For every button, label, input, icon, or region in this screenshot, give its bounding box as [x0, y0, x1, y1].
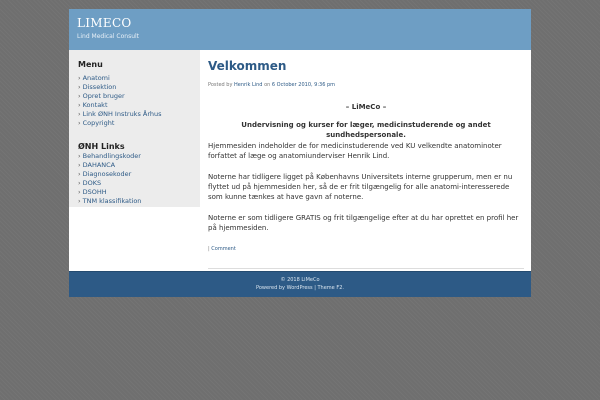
comment-link[interactable]: Comment	[211, 246, 236, 252]
arrow-icon: ›	[78, 74, 81, 82]
wordpress-link[interactable]: WordPress	[286, 285, 313, 291]
arrow-icon: ›	[78, 119, 81, 127]
menu-item-link-onh-instruks[interactable]: › Link ØNH Instruks Århus	[78, 110, 162, 118]
link-item-dahanca[interactable]: › DAHANCA	[78, 161, 116, 169]
post-subtitle: Undervisning og kurser for læger, medicinstuderende og andet sundhedspersonale.	[241, 121, 491, 139]
arrow-icon: ›	[78, 179, 81, 187]
post-tagline: – LiMeCo –	[345, 103, 387, 111]
arrow-icon: ›	[78, 152, 81, 160]
author-link[interactable]: Henrik Lind	[234, 82, 263, 88]
menu-item-dissektion[interactable]: › Dissektion	[78, 83, 117, 91]
arrow-icon: ›	[78, 92, 81, 100]
arrow-icon: ›	[78, 161, 81, 169]
footer-copyright: © 2018 LiMeCo	[280, 277, 320, 283]
link-item-behandlingskoder[interactable]: › Behandlingskoder	[78, 152, 141, 160]
site-description: Lind Medical Consult	[77, 33, 140, 40]
links-heading: ØNH Links	[78, 142, 125, 151]
menu-item-anatomi[interactable]: › Anatomi	[78, 74, 110, 82]
link-item-tnm-klassifikation[interactable]: › TNM klassifikation	[78, 197, 142, 205]
menu-item-kontakt[interactable]: › Kontakt	[78, 101, 108, 109]
powered-by-label: Powered by	[256, 285, 285, 291]
theme-link[interactable]: Theme F2.	[317, 285, 344, 291]
post-paragraph-3: Noterne er som tidligere GRATIS og frit tilgængelige efter at du har oprettet en profil her på hjemmesiden.	[208, 214, 519, 232]
footer-powered-by	[69, 285, 531, 291]
comment-separator: |	[208, 246, 210, 252]
menu-heading: Menu	[78, 60, 103, 69]
arrow-icon: ›	[78, 83, 81, 91]
arrow-icon: ›	[78, 110, 81, 118]
post-paragraph-1: Hjemmesiden indeholder de for medicinstuderende ved KU velkendte anatominoter forfattet af læge og anatomiunderviser Henrik Lind.	[208, 142, 502, 160]
post-meta	[208, 82, 335, 88]
menu-list	[78, 74, 162, 128]
arrow-icon: ›	[78, 101, 81, 109]
arrow-icon: ›	[78, 188, 81, 196]
arrow-icon: ›	[78, 170, 81, 178]
post-paragraph-2: Noterne har tidligere ligget på Københavns Universitets interne grupperum, men er nu flyttet ud på hjemmesiden her, så de er frit tilgængelig for alle anatomi-interesserede som kunne tænkes at have gavn af noterne.	[208, 173, 513, 201]
on-label: on	[264, 82, 271, 88]
site-title-link[interactable]: LIMECO	[77, 16, 132, 30]
post-title-link[interactable]: Velkommen	[208, 59, 287, 73]
posted-by-label: Posted by	[208, 82, 233, 88]
post-date-link[interactable]: 6 October 2010, 9:36 pm	[271, 82, 336, 88]
sidebar	[69, 50, 200, 207]
link-item-doks[interactable]: › DOKS	[78, 179, 102, 187]
comment-area	[208, 246, 236, 252]
link-item-dsohh[interactable]: › DSOHH	[78, 188, 107, 196]
menu-item-copyright[interactable]: › Copyright	[78, 119, 115, 127]
arrow-icon: ›	[78, 197, 81, 205]
links-list	[78, 152, 141, 206]
page-container	[69, 9, 531, 296]
footer-separator: |	[314, 285, 316, 291]
menu-item-opret-bruger[interactable]: › Opret bruger	[78, 92, 125, 100]
site-footer	[69, 271, 531, 297]
link-item-diagnosekoder[interactable]: › Diagnosekoder	[78, 170, 132, 178]
post-divider	[208, 268, 524, 269]
site-header	[69, 9, 531, 50]
